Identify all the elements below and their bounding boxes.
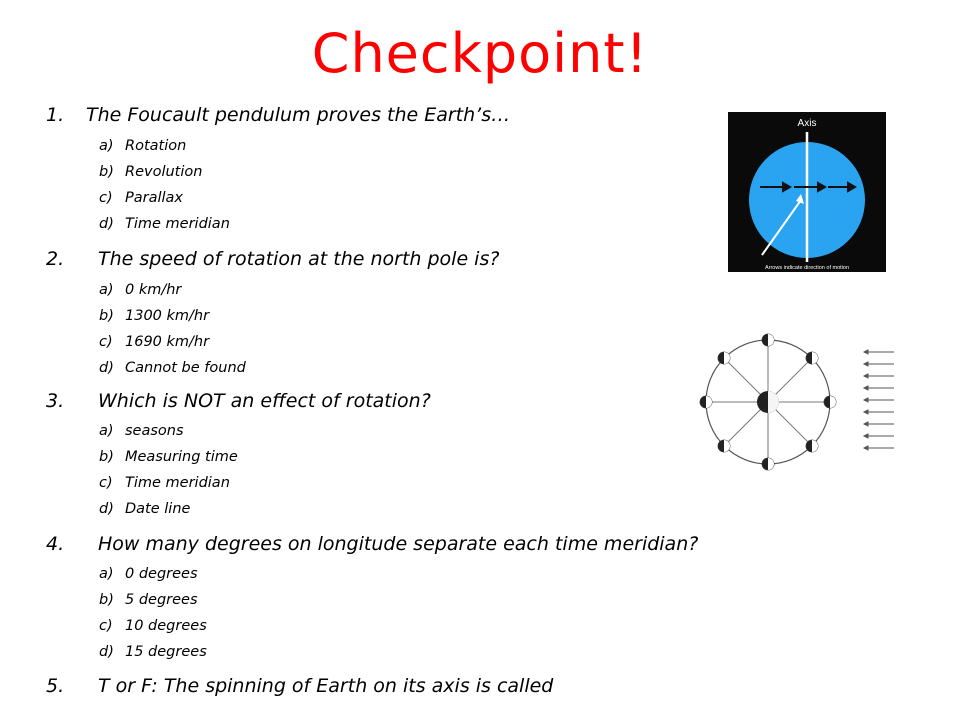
question-3-options <box>46 418 238 522</box>
option: c) 10 degrees <box>99 618 207 634</box>
option: b) Measuring time <box>99 449 238 465</box>
option: d) Date line <box>99 501 191 517</box>
question-text: The speed of rotation at the north pole is? <box>98 248 500 270</box>
option: c) Parallax <box>99 190 183 206</box>
option: a) Rotation <box>99 138 187 154</box>
question-4 <box>46 533 698 555</box>
sunlight-arrows <box>864 350 894 450</box>
option: c) 1690 km/hr <box>99 334 210 350</box>
question-text: Which is NOT an effect of rotation? <box>98 390 431 412</box>
question-2-options <box>46 277 246 381</box>
option: a) seasons <box>99 423 184 439</box>
question-number: 5. <box>46 675 65 697</box>
question-number: 3. <box>46 390 65 412</box>
figure-caption: Arrows indicate direction of motion <box>764 265 850 271</box>
question-text: T or F: The spinning of Earth on its axis is called <box>98 675 554 697</box>
question-number: 2. <box>46 248 65 270</box>
option: a) 0 degrees <box>99 566 198 582</box>
option: c) Time meridian <box>99 475 230 491</box>
question-number: 4. <box>46 533 65 555</box>
option: d) Time meridian <box>99 216 230 232</box>
question-3 <box>46 390 431 412</box>
option: b) 5 degrees <box>99 592 198 608</box>
slide-title: Checkpoint! <box>311 22 649 85</box>
option: a) 0 km/hr <box>99 282 182 298</box>
option: d) 15 degrees <box>99 644 207 660</box>
question-text: The Foucault pendulum proves the Earth’s… <box>86 104 511 126</box>
question-4-options <box>46 561 207 665</box>
axis-label: Axis <box>797 118 817 129</box>
option: b) 1300 km/hr <box>99 308 210 324</box>
question-number: 1. <box>46 104 65 126</box>
question-1-options <box>46 133 230 237</box>
moon-phases-figure <box>690 322 900 480</box>
question-text: How many degrees on longitude separate each time meridian? <box>98 533 699 555</box>
earth-rotation-figure <box>728 112 886 272</box>
option: d) Cannot be found <box>99 360 246 376</box>
question-5 <box>46 675 553 697</box>
orbit-diagram <box>700 334 836 470</box>
question-1 <box>46 104 510 126</box>
question-2 <box>46 248 499 270</box>
option: b) Revolution <box>99 164 203 180</box>
